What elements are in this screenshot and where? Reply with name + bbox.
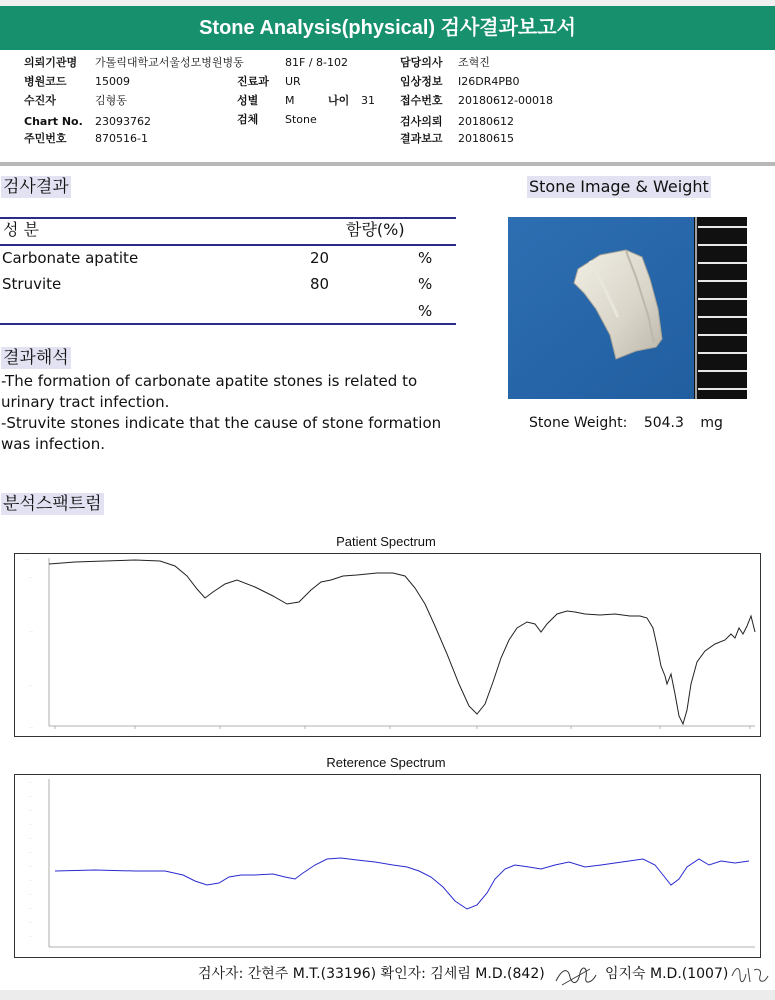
svg-text:···: ··· (29, 794, 32, 798)
svg-text:····: ···· (29, 629, 33, 633)
column-header-component: 성 분 (3, 220, 39, 239)
info-key: 접수번호 (400, 94, 443, 107)
svg-text:···: ··· (29, 864, 32, 868)
table-row-value: 20 (310, 249, 330, 267)
svg-text:···: ··· (29, 906, 32, 910)
table-row-unit: % (418, 302, 433, 320)
svg-text:····: ···· (29, 725, 33, 729)
weight-value: 504.3 (643, 415, 684, 431)
stone-section-title: Stone Image & Weight (529, 177, 709, 196)
table-row-unit: % (418, 249, 433, 267)
reference-spectrum-chart (14, 774, 761, 958)
svg-text:····: ···· (29, 683, 33, 687)
info-value: 15009 (95, 75, 130, 88)
info-key: 나이 (328, 94, 350, 107)
svg-text:···: ··· (29, 920, 32, 924)
info-value: M (285, 94, 295, 107)
column-header-content: 함량(%) (346, 220, 405, 239)
divider (0, 162, 775, 166)
info-key: 주민번호 (24, 132, 67, 145)
weight-unit: mg (700, 415, 723, 431)
svg-text:····: ···· (25, 557, 29, 561)
info-value: Stone (285, 113, 317, 126)
info-key: 결과보고 (400, 132, 443, 145)
info-value: 23093762 (95, 115, 151, 128)
interpretation-line: -The formation of carbonate apatite stones is related to urinary tract infection. (1, 372, 418, 411)
footer-signatures (198, 963, 549, 983)
table-row-value: 80 (310, 275, 330, 293)
info-key: 검체 (237, 113, 259, 126)
patient-spectrum-chart (14, 553, 761, 737)
interpretation-title: 결과해석 (3, 348, 69, 368)
info-key: 진료과 (237, 75, 269, 88)
table-row-name: Struvite (2, 275, 62, 293)
interpretation-line: -Struvite stones indicate that the cause of stone formation was infection. (1, 414, 442, 453)
bottom-strip (0, 990, 775, 1000)
table-header-rule (0, 244, 456, 246)
svg-text:···: ··· (29, 836, 32, 840)
table-row-name: Carbonate apatite (2, 249, 139, 267)
info-value: UR (285, 75, 301, 88)
result-section-title: 검사결과 (3, 177, 69, 197)
info-key: 수진자 (24, 94, 56, 107)
footer-confirmer-name: 임지숙 M.D.(1007) (605, 966, 729, 982)
info-key: 병원코드 (24, 75, 67, 88)
stone-weight (529, 415, 735, 431)
info-value: I26DR4PB0 (458, 75, 520, 88)
stone-photo (508, 217, 747, 399)
table-top-rule (0, 217, 456, 219)
info-value: 김형동 (95, 94, 127, 107)
report-title: Stone Analysis(physical) 검사결과보고서 (0, 6, 775, 50)
info-key: 의뢰기관명 (24, 56, 78, 69)
svg-text:···: ··· (29, 780, 32, 784)
info-value: 20180615 (458, 132, 514, 145)
patient-spectrum-title: Patient Spectrum (336, 534, 436, 549)
svg-text:···: ··· (29, 878, 32, 882)
info-key: 검사의뢰 (400, 115, 443, 128)
info-key: 임상정보 (400, 75, 443, 88)
svg-text:···: ··· (29, 850, 32, 854)
svg-text:···: ··· (29, 822, 32, 826)
info-key: 담당의사 (400, 56, 443, 69)
footer-examiner: 검사자: 간현주 M.T.(33196) 확인자: 김세림 M.D.(842) (198, 966, 545, 982)
weight-label: Stone Weight: (529, 415, 628, 431)
info-value: 31 (361, 94, 375, 107)
info-value: 20180612-00018 (458, 94, 553, 107)
info-key: Chart No. (24, 115, 83, 128)
table-row-unit: % (418, 275, 433, 293)
svg-text:····: ···· (29, 575, 33, 579)
info-value: 870516-1 (95, 132, 148, 145)
svg-text:···: ··· (29, 808, 32, 812)
info-value: 가톨릭대학교서울성모병원병동 (95, 56, 244, 69)
signature-mark (728, 962, 772, 988)
info-value: 81F / 8-102 (285, 56, 348, 69)
reference-spectrum-title: Reterence Spectrum (326, 755, 446, 770)
svg-text:···: ··· (29, 934, 32, 938)
spectrum-section-title: 분석스팩트럼 (3, 494, 102, 514)
table-bottom-rule (0, 323, 456, 325)
info-key: 성별 (237, 94, 259, 107)
info-value: 조혁진 (458, 56, 490, 69)
svg-text:···: ··· (29, 892, 32, 896)
footer-confirmer (605, 963, 732, 983)
info-value: 20180612 (458, 115, 514, 128)
signature-mark (552, 963, 600, 989)
